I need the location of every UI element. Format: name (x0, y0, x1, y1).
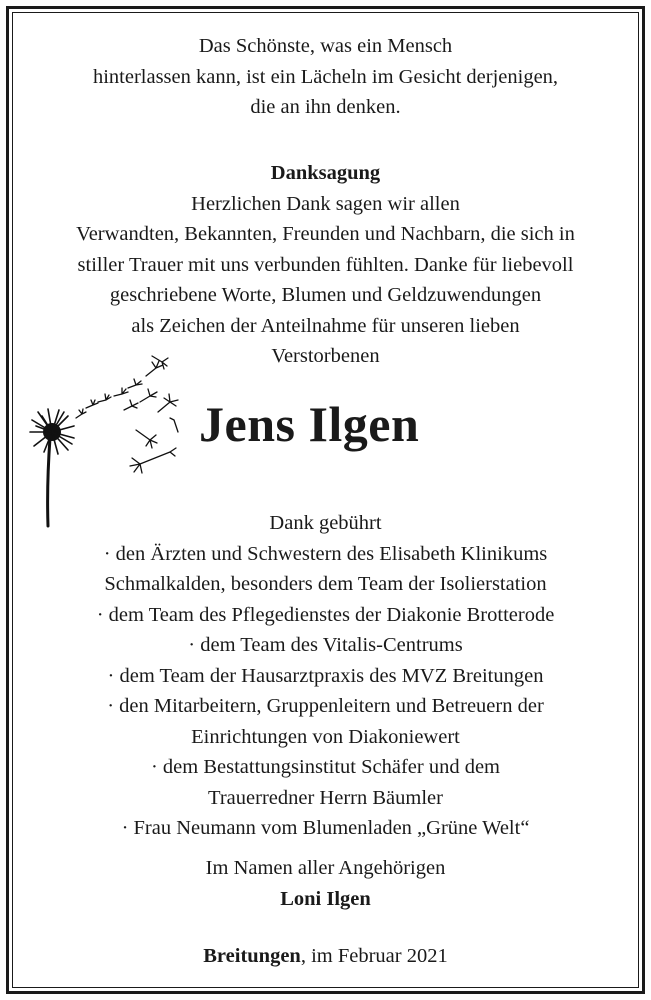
gratitude-line: Einrichtungen von Diakoniewert (191, 725, 460, 748)
gratitude-heading: Dank gebührt (269, 512, 382, 534)
thanks-line: Verwandten, Bekannten, Freunden und Nachbarn, die sich in (76, 223, 575, 245)
quote-line: die an ihn denken. (250, 96, 401, 118)
gratitude-section (20, 508, 631, 844)
place-date-text: , im Februar 2021 (300, 945, 448, 967)
gratitude-line: · dem Team der Hausarztpraxis des MVZ Breitungen (107, 664, 544, 687)
closing-line: Im Namen aller Angehörigen (205, 857, 446, 879)
thanks-line: als Zeichen der Anteilnahme für unseren lieben (131, 314, 520, 337)
gratitude-line: · dem Team des Vitalis-Centrums (188, 634, 463, 656)
dandelion-icon (28, 346, 190, 528)
gratitude-line: · dem Bestattungsinstitut Schäfer und dem (150, 756, 500, 778)
thanks-line: Verstorbenen (271, 345, 380, 367)
closing-section (20, 853, 631, 914)
quote (20, 31, 631, 123)
gratitude-line: Trauerredner Herrn Bäumler (208, 786, 443, 809)
thanks-heading: Danksagung (270, 162, 381, 184)
quote-line: hinterlassen kann, ist ein Lächeln im Gesicht derjenigen, (92, 65, 559, 88)
place-town: Breitungen (203, 945, 301, 967)
gratitude-line: · den Mitarbeitern, Gruppenleitern und Betreuern der (107, 695, 544, 717)
quote-line: Das Schönste, was ein Mensch (198, 35, 453, 57)
gratitude-line: Schmalkalden, besonders dem Team der Isolierstation (104, 573, 547, 595)
gratitude-line: · den Ärzten und Schwestern des Elisabeth Klinikums (103, 542, 548, 565)
gratitude-line: · dem Team des Pflegedienstes der Diakonie Brotterode (96, 603, 555, 626)
deceased-name: Jens Ilgen (199, 396, 420, 452)
thanks-line: Herzlichen Dank sagen wir allen (191, 192, 460, 215)
signer-name: Loni Ilgen (280, 887, 371, 910)
gratitude-line: · Frau Neumann vom Blumenladen „Grüne Welt“ (121, 817, 530, 839)
thanks-section (20, 158, 631, 372)
place-date (20, 941, 631, 972)
thanks-line: stiller Trauer mit uns verbunden fühlten. Danke für liebevoll (77, 253, 574, 276)
thanks-line: geschriebene Worte, Blumen und Geldzuwendungen (109, 284, 542, 306)
